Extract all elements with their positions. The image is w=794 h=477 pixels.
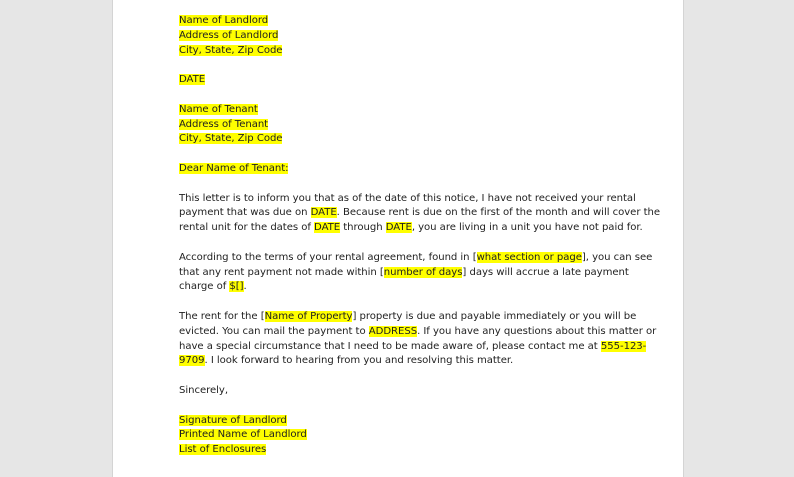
paragraph-text: . If you have any questions about this matter or <box>417 325 657 337</box>
letter-body[interactable] <box>179 14 660 458</box>
paragraph-text: evicted. You can mail the payment to <box>179 325 369 337</box>
paragraph-text: . I look forward to hearing from you and resolving this matter. <box>204 355 514 367</box>
paragraph-text: payment that was due on <box>179 207 311 219</box>
salutation: Dear Name of Tenant: <box>179 162 289 174</box>
paragraph-3 <box>179 310 657 369</box>
landlord-signature: Signature of Landlord <box>179 414 287 426</box>
days-placeholder: number of days <box>383 266 463 278</box>
enclosures: List of Enclosures <box>179 444 267 456</box>
tenant-address: Address of Tenant <box>179 118 269 130</box>
paragraph-text: According to the terms of your rental agreement, found in [ <box>179 251 477 263</box>
start-date-placeholder: DATE <box>314 222 341 234</box>
phone-placeholder-part2: 9709 <box>179 355 205 367</box>
paragraph-1 <box>179 192 660 236</box>
paragraph-text: have a special circumstance that I need to be made aware of, please contact me at <box>179 340 601 352</box>
signature-block <box>179 414 629 458</box>
phone-placeholder-part1: 555-123- <box>600 340 647 352</box>
printed-name: Printed Name of Landlord <box>179 429 307 441</box>
paragraph-text: ] days will accrue a late payment <box>462 266 629 278</box>
mailing-address-placeholder: ADDRESS <box>368 325 418 337</box>
paragraph-text: that any rent payment not made within [ <box>179 266 384 278</box>
paragraph-2 <box>179 251 653 295</box>
paragraph-text: ], you can see <box>581 251 653 263</box>
landlord-name: Name of Landlord <box>179 15 269 26</box>
letter-date: DATE <box>179 74 206 86</box>
paragraph-text: ] property is due and payable immediately or you will be <box>352 310 637 322</box>
paragraph-text: This letter is to inform you that as of the date of this notice, I have not received your rental <box>179 192 636 204</box>
paragraph-text: charge of <box>179 281 230 293</box>
section-placeholder: what section or page <box>476 251 582 263</box>
paragraph-text: , you are living in a unit you have not paid for. <box>411 222 643 234</box>
tenant-name: Name of Tenant <box>179 103 258 115</box>
due-date-placeholder: DATE <box>310 207 337 219</box>
paragraph-text: The rent for the [ <box>179 310 265 322</box>
paragraph-text: . <box>243 281 247 293</box>
property-placeholder: Name of Property <box>264 310 353 322</box>
paragraph-text: through <box>340 222 386 234</box>
tenant-city-state-zip: City, State, Zip Code <box>179 133 283 145</box>
tenant-address-block <box>179 103 629 147</box>
late-charge-placeholder: $[] <box>229 281 244 293</box>
landlord-address-block <box>179 14 629 58</box>
document-page <box>112 0 684 477</box>
closing: Sincerely, <box>179 384 228 396</box>
paragraph-text: . Because rent is due on the first of the month and will cover the <box>336 207 660 219</box>
landlord-city-state-zip: City, State, Zip Code <box>179 44 283 56</box>
paragraph-text: rental unit for the dates of <box>179 222 315 234</box>
landlord-address: Address of Landlord <box>179 29 279 41</box>
end-date-placeholder: DATE <box>385 222 412 234</box>
